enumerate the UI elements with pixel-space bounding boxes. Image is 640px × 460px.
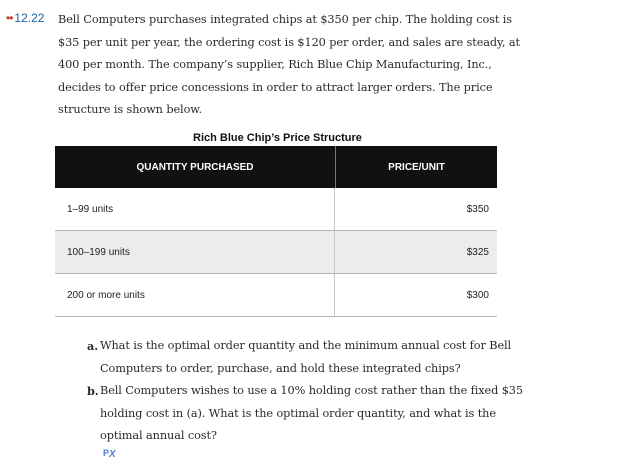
problem-statement: [58, 9, 520, 122]
questions-list: [87, 335, 527, 459]
statement-line: $35 per unit per year, the ordering cost is $120 per order, and sales are steady, at: [58, 35, 520, 49]
px-excel-icon[interactable]: P X: [103, 447, 116, 460]
problem-number: •• 12.22: [6, 11, 45, 25]
table-title: Rich Blue Chip’s Price Structure: [193, 132, 362, 144]
question-text: [100, 335, 511, 380]
question-label: a.: [87, 339, 99, 353]
question-line: holding cost in (a). What is the optimal order quantity, and what is the: [100, 406, 496, 420]
price-cell: $350: [466, 203, 489, 215]
header-quantity: QUANTITY PURCHASED: [55, 146, 336, 188]
difficulty-dots: ••: [6, 11, 13, 25]
statement-line: structure is shown below.: [58, 103, 202, 117]
table-row: [55, 274, 497, 317]
quantity-cell: 1–99 units: [55, 188, 335, 230]
question-b: [87, 380, 527, 459]
quantity-cell: 100–199 units: [55, 231, 335, 273]
question-text: [100, 380, 523, 459]
quantity-cell: 200 or more units: [55, 274, 335, 316]
statement-line: decides to offer price concessions in order to attract larger orders. The price: [58, 80, 493, 94]
price-cell: $325: [466, 246, 489, 258]
statement-line: Bell Computers purchases integrated chips at $350 per chip. The holding cost is: [58, 13, 512, 26]
question-a: [87, 335, 527, 380]
table-row: [55, 188, 497, 231]
question-line: Computers to order, purchase, and hold these integrated chips?: [100, 361, 461, 375]
price-structure-table: [55, 146, 497, 317]
question-line: optimal annual cost? P X: [100, 429, 217, 460]
header-price: PRICE/UNIT: [388, 161, 445, 173]
statement-line: 400 per month. The company’s supplier, Rich Blue Chip Manufacturing, Inc.,: [58, 58, 492, 72]
table-row: [55, 231, 497, 274]
price-cell: $300: [466, 289, 489, 301]
table-header: [55, 146, 497, 188]
question-line: Bell Computers wishes to use a 10% holding cost rather than the fixed $35: [100, 384, 523, 398]
question-line: What is the optimal order quantity and the minimum annual cost for Bell: [100, 339, 512, 352]
question-label: b.: [87, 384, 99, 399]
